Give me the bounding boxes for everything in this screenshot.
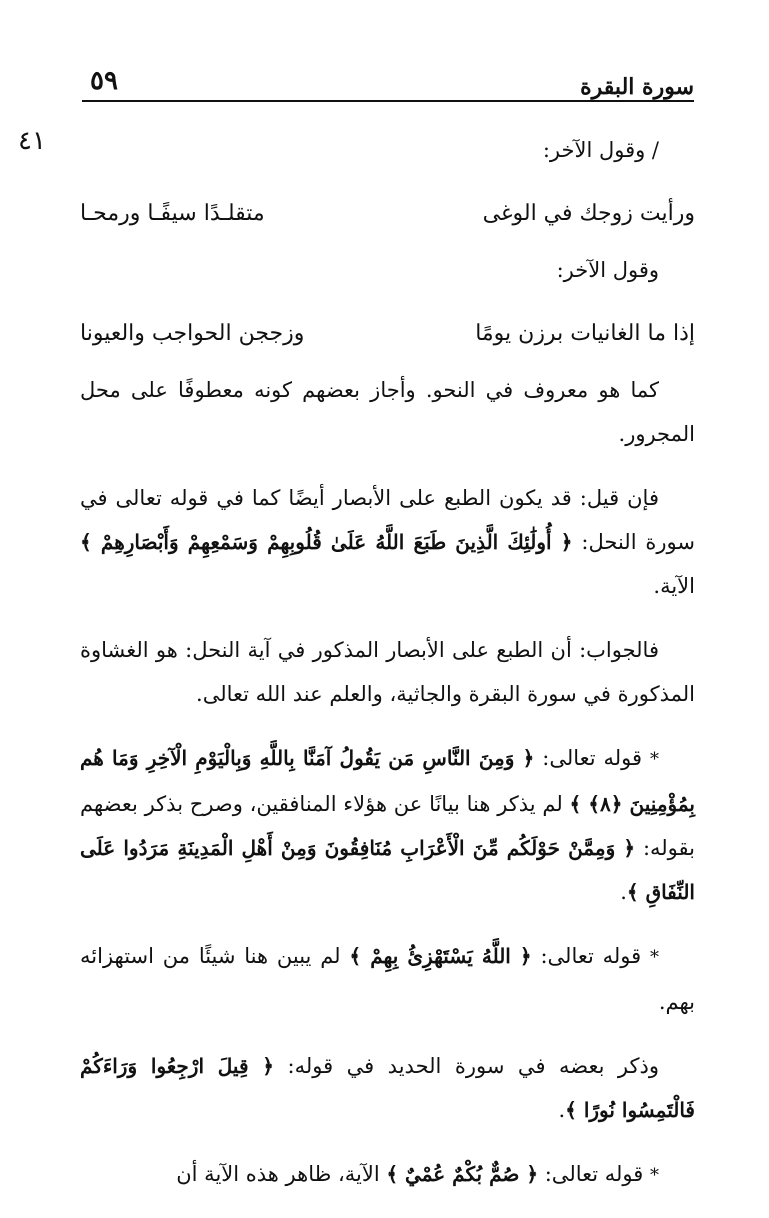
- margin-page-number: ٤١: [18, 126, 46, 156]
- quran-quote-baqarah-18: ﴿ صُمٌّ بُكْمٌ عُمْيٌ ﴾: [386, 1162, 539, 1186]
- verse-8-intro: قوله تعالى:: [542, 746, 643, 770]
- verse-8-end: .: [620, 880, 627, 904]
- quran-quote-nahl: ﴿ أُولَٰئِكَ الَّذِينَ طَبَعَ اللَّهُ عَلَىٰ قُلُوبِهِمْ وَسَمْعِهِمْ وَأَبْصَارِهِمْ ﴾: [80, 530, 573, 554]
- poetry-verse-1: [80, 192, 695, 236]
- poetry-verse-2: [80, 312, 695, 356]
- paragraph-verse-18: [80, 1152, 695, 1198]
- hadid-end: .: [558, 1098, 566, 1122]
- quran-quote-hadid: ﴿ قِيلَ ارْجِعُوا وَرَاءَكُمْ فَالْتَمِسُوا نُورًا ﴾: [80, 1054, 695, 1122]
- paragraph-grammar-note: كما هو معروف في النحو. وأجاز بعضهم كونه معطوفًا على محل المجرور.: [80, 378, 695, 446]
- hadid-intro: وذكر بعضه في سورة الحديد في قوله:: [287, 1054, 659, 1078]
- quote-label-2: وقول الآخر:: [556, 258, 659, 282]
- surah-title: سورة البقرة: [580, 74, 694, 100]
- verse-1-second-hemistich: متقلـدًا سيفًـا ورمحـا: [80, 201, 265, 226]
- verse-15-commentary: لم يبين هنا شيئًا من استهزائه بهم.: [80, 944, 695, 1014]
- page-number: ٥٩: [90, 66, 118, 96]
- verse-1-first-hemistich: ورأيت زوجك في الوغى: [482, 201, 695, 226]
- verse-8-commentary: لم يذكر هنا بيانًا عن هؤلاء المنافقين، وصرح بذكر بعضهم بقوله:: [80, 792, 695, 860]
- question-end: الآية.: [653, 574, 695, 598]
- star-marker: *: [650, 749, 659, 770]
- question-text: فإن قيل: قد يكون الطبع على الأبصار أيضًا كما في قوله تعالى في سورة النحل:: [80, 486, 696, 554]
- paragraph-answer: فالجواب: أن الطبع على الأبصار المذكور في آية النحل: هو الغشاوة المذكورة في سورة البقرة والجاثية، والعلم عند الله تعالى.: [80, 638, 695, 706]
- verse-18-intro: قوله تعالى:: [544, 1162, 644, 1186]
- quran-quote-baqarah-15: ﴿ اللَّهُ يَسْتَهْزِئُ بِهِمْ ﴾: [349, 944, 532, 968]
- paragraph-hadid: [80, 1044, 695, 1132]
- paragraph-verse-8: [80, 736, 695, 914]
- page-body: [80, 128, 695, 1218]
- verse-2-first-hemistich: إذا ما الغانيات برزن يومًا: [475, 321, 695, 346]
- verse-2-second-hemistich: وزججن الحواجب والعيونا: [80, 321, 305, 346]
- paragraph-verse-15: [80, 934, 695, 1024]
- paragraph-question: [80, 476, 695, 608]
- quote-label-1: / وقول الآخر:: [542, 138, 659, 162]
- star-marker: *: [650, 1165, 659, 1186]
- star-marker: *: [649, 947, 659, 968]
- verse-18-commentary: الآية، ظاهر هذه الآية أن: [176, 1162, 380, 1186]
- verse-15-intro: قوله تعالى:: [540, 944, 642, 968]
- quran-quote-baqarah-8: ﴿ وَمِنَ النَّاسِ مَن يَقُولُ آمَنَّا بِاللَّهِ وَبِالْيَوْمِ الْآخِرِ وَمَا هُم بِمُؤْمِنِينَ ﴿٨﴾ ﴾: [80, 746, 695, 816]
- quran-quote-tawbah: ﴿ وَمِمَّنْ حَوْلَكُم مِّنَ الْأَعْرَابِ مُنَافِقُونَ وَمِنْ أَهْلِ الْمَدِينَةِ مَرَدُوا عَلَى النِّفَاقِ ﴾: [80, 836, 695, 904]
- page-header: [82, 60, 694, 102]
